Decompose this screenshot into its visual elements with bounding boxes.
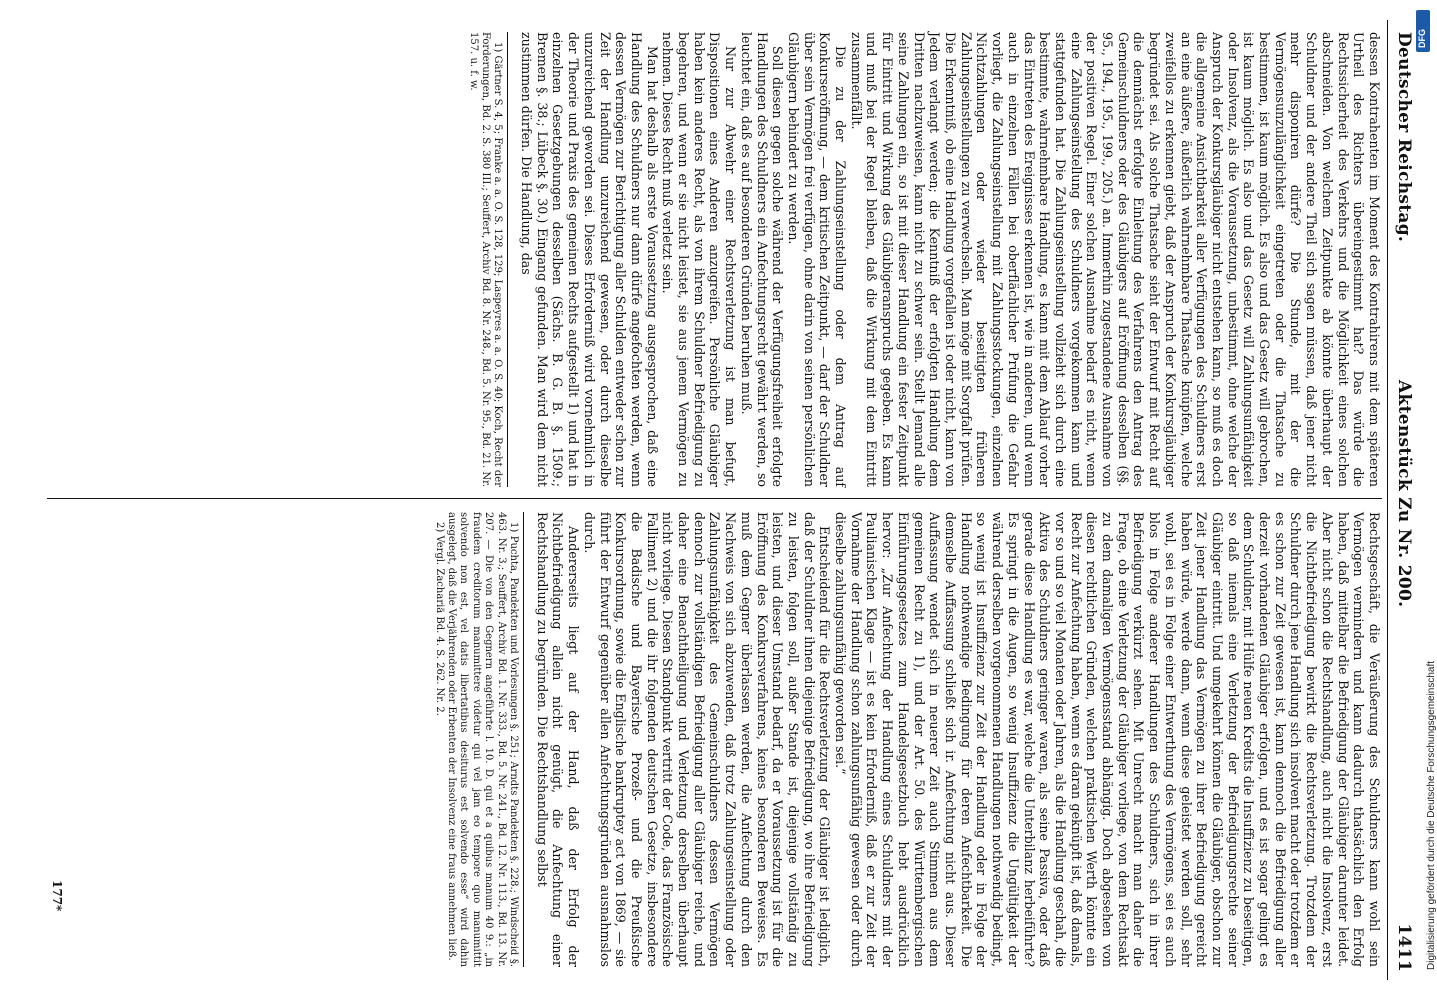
column-divider xyxy=(47,498,1382,499)
page-number: 1411 xyxy=(1394,923,1414,972)
left-footnotes xyxy=(466,32,508,487)
digitization-sidebar xyxy=(1410,30,1437,970)
dfg-logo-icon xyxy=(1416,10,1430,52)
right-paragraph: Andererseits liegt auf der Hand, daß der Erfolg der Nichtbefriedigung allein nicht genügt, die Anfechtung einer Rechtshandlung zu begründen. Die Rechtshandlung selbst xyxy=(534,512,582,967)
footnote: 1) Gärtner S. 4, 5; Franke a. a. O. S. 128, 129; Laspeyres a. a. O. S. 40; Koch, Recht der Forderungen, Bd. 2. S. 380 III.; Seuffert, Archiv Bd. 8. Nr. 248., Bd. 5. Nr. 95., Bd. 21. Nr. 157. u. f. w. xyxy=(467,32,504,487)
rotated-content xyxy=(36,20,1416,980)
right-paragraph: Entscheidend für die Rechtsverletzung der Gläubiger ist lediglich, daß der Schuldner ihnen diejenige Befriedigung, wo ihre Befriedigung zu leisten, folgen soll, außer Stande ist, diejenige vollständig zu leisten, und dieser Umstand bedarf, da er Voraussetzung ist für die Eröffnung des Konkursverfahrens, keines besonderen Beweises. Es muß dem Gegner überlassen werden, die Anfechtung durch den Nachweis von sich abzuwenden, daß trotz Zahlungseinstellung oder Zahlungsunfähigkeit des Gemeinschuldners dessen Vermögen dennoch zur vollständigen Befriedigung aller Gläubiger reiche, und daher eine Benachtheiligung und Verletzung derselben überhaupt nicht vorliege. Diesen Standpunkt vertritt der Code, das Französische Falliment 2) und die ihr folgenden deutschen Gesetze, insbesondere die Badische und Bayerische Prozeß- und die Preußische Konkursordnung, sowie die Englische bankruptey act von 1869, — sie führt der Entwurf gegenüber allen Anfechtungsgründen ausnahmslos durch. xyxy=(581,512,833,967)
left-paragraph: Man hat deshalb als erste Voraussetzung ausgesprochen, daß eine Handlung des Schuldners nur dann dürfe angefochten werden, wenn dessen Vermögen zur Berichtigung aller Schulden entweder schon zur Zeit der Handlung unzureichend gewesen, oder durch dieselbe unzureichend geworden sei. Dieses Erforderniß wird vornehmlich in der Theorie und Praxis des gemeinen Rechts aufgestellt 1) und hat in einzelnen Gesetzgebungen desselben (Sächs. B. G. B. §. 1509.; Bremen §. 38.; Lübeck §. 30.) Eingang gefunden. Man wird dem nicht zustimmen dürfen. Die Handlung, das xyxy=(519,32,660,487)
right-column xyxy=(432,512,1382,967)
sheet-signature: 177* xyxy=(50,880,64,912)
header-center: Aktenstück Zu Nr. 200. xyxy=(1394,380,1414,608)
dfg-credit-text: Digitalisierung gefördert durch die Deutsche Forschungsgemeinschaft xyxy=(1426,660,1437,970)
footnote: 2) Vergl. Zachariä Bd. 4. S. 262. Nr. 2. xyxy=(433,522,445,716)
footnote: 1) Puchta, Pandekten und Vorlesungen §. 251; Arndts Pandekten §. 228.; Windscheid §. 463. Nr. 3.; Seuffert, Archiv Bd. 1. Nr. 333., Bd. 5. Nr. 241., Bd. 12. Nr. 113., Bd. 13. Nr. 207. — Die von den Gegnern angeführte l. 10. D. qui et a quibus manum 40 9.: „in fraudem creditorum manumittere videtur qui vel jam eo tempore quo manumittit solvendo non est, vel datis libertatibus desiturus est solvendo esse“ wird dahin ausgelegt, daß die Verjährenden oder Erbenten der Insolvenz eine fraus annehmen ließ. xyxy=(446,512,520,967)
left-paragraph: Soll diesen gegen solche während der Verfügungsfreiheit erfolgte Handlungen des Schuldners ein Anfechtungsrecht gewährt werden, so leuchtet ein, daß es auf besonderen Gründen beruhen muß. xyxy=(738,32,786,487)
left-paragraph: dessen Kontrahenten im Moment des Kontrahirens mit dem späteren Urtheil des Richters übereingestimmt hat? Das würde die Rechtssicherheit des Verkehrs und die Möglichkeit eines solchen abschneiden. Von welchem Zeitpunkte ab könnte überhaupt der Schuldner und der andere Theil sich sagen müssen, daß jener nicht mehr disponiren dürfe? Die Stunde, mit der die Vermögensunzulänglichkeit eingetreten oder die Thatsache zu bestimmen, ist kaum möglich. Es also und das Gesetz will gebrochen, ist kaum möglich. Es also und das Gesetz will Zahlungsunfähigkeit oder Insolvenz, als die Voraussetzung, unbestimmt, ohne welche der Anspruch der Konkursgläubiger nicht entstehen kann, so muß es doch die allgemeine Ansichtbarkeit aller Verfügungen des Schuldners erst an eine äußere, äußerlich wahrnehmbare Thatsache knüpfen, welche zweifellos zu erkennen giebt, daß der Anspruch der Konkursgläubiger begründet sei. Als solche Thatsache sieht der Entwurf mit Recht auf die demnächst erfolgte Einleitung des Verfahrens den Antrag des Gemeinschuldners oder des Gläubigers auf Eröffnung desselben (§§. 95., 194., 195., 199., 205.) an. Immerhin zugestandene Ausnahme von der positiven Regel. Einer solchen Ausnahme bedarf es nicht, wenn eine Zahlungseinstellung des Schuldners vorgekommen kann und stattgefunden hat. Die Zahlungseinstellung vollzieht sich durch eine bestimmte, wahrnehmbare Handlung, es kann mit dem Ablauf vorher das Eintreten des Ereignisses erkennen ist, wie in anderen, und wenn auch in einzelnen Fällen bei oberflächlicher Prüfung die Gefahr vorliegt, die Zahlungseinstellung mit Zahlungsstockungen, einzelnen Nichtzahlungen oder wieder beseitigten früheren Zahlungseinstellungen zu verwechseln. Man möge mit Sorgfalt prüfen. Die Erkenntniß, ob eine Handlung vorgefallen ist oder nicht, kann von Jedem verlangt werden; die Kenntniß der erfolgten Handlung dem Dritten nachzuweisen, kann nicht zu schwer sein. Stellt Jemand alle seine Zahlungen ein, so ist mit dieser Handlung ein fester Zeitpunkt für Eintritt und Wirkung des Gläubigeranspruchs gegeben. Es kann und muß bei der Regel bleiben, daß die Wirkung mit dem Eintritt zusammenfällt. xyxy=(848,32,1382,487)
right-footnotes xyxy=(432,512,524,967)
right-paragraph: Rechtsgeschäft, die Veräußerung des Schuldners kann wohl sein Vermögen vermindern und kann dadurch thatsächlich den Erfolg haben, daß mittelbar die Befriedigung der Gläubiger darunter leidet. Aber nicht schon die Rechtshandlung, auch nicht die Insolvenz, erst die Nichtbefriedigung bewirkt die Rechtsverletzung. Trotzdem der Schuldner durch jene Handlung sich insolvent macht oder trotzdem er es schon zur Zeit gewesen ist, kann dennoch die Befriedigung aller derzeit vorhandenen Gläubiger erfolgen, und es ist sogar gelingt es dem Schuldner, mit Hülfe neuen Kredits die Insuffizienz zu beseitigen, so daß niemals eine Verletzung der Befriedigungsrechte seiner Gläubiger eintritt. Und umgekehrt können die Gläubiger, obschon zur Zeit jener Handlung das Vermögen zu ihrer Befriedigung gereicht haben würde, werde dann, wenn diese geleistet werden soll, sehr wohl, sei es in Folge einer Entwerthung des Vermögens, sei es auch blos in Folge anderer Handlungen des Schuldners, sich in ihrer Befriedigung verkürzt sehen. Mit Unrecht macht man daher die Frage, ob eine Verletzung der Gläubiger vorliege, von dem Rechtsakt zu dem damaligen Vermögensstand abhängig. Doch abgesehen von diesen rechtlichen Gründen, welchen praktischen Werth könnte ein Recht zur Anfechtung haben, wenn es daran geknüpft ist, daß damals, vor so und so viel Monaten oder Jahren, als die Handlung geschah, die Aktiva des Schuldners geringer waren, als seine Passiva, oder daß gerade diese Handlung es war, welche die Unterbilanz herbeiführte? Es springt in die Augen, so wenig Insuffizienz die Ungültigkeit der während derselben vorgenommenen Handlungen nothwendig bedingt, so wenig ist Insuffizienz zur Zeit der Handlung oder in Folge der Handlung nothwendige Bedingung für deren Anfechtbarkeit. Die demselbe Auffassung schließt sich ir. Anfechtung nicht aus. Dieser Auffassung wendet sich in neuerer Zeit auch Stimmen aus dem gemeinen Recht zu 1), und der Art. 50. des Württembergischen Einführungsgesetzes zum Handelsgesetzbuch hebt ausdrücklich hervor: „Zur Anfechtung der Handlung eines Schuldners mit der Paulianischen Klage — ist es kein Erforderniß, daß er zur Zeit der Vornahme der Handlung schon zahlungsunfähig gewesen oder durch dieselbe zahlungsunfähig geworden sei.“ xyxy=(833,512,1382,967)
dfg-logo-text: DFG xyxy=(1417,29,1427,48)
left-paragraph: Die zu der Zahlungseinstellung oder dem Antrag auf Konkurseröffnung, — dem kritischen Zeitpunkt, — darf der Schuldner über sein Vermögen frei verfügen, ohne darin von seinen persönlichen Gläubigern behindert zu werden. xyxy=(785,32,849,487)
header-left: Deutscher Reichstag. xyxy=(1394,32,1414,243)
left-column xyxy=(466,32,1382,487)
left-paragraph: Nur zur Abwehr einer Rechtsverletzung ist man befugt, Dispositionen eines Anderen anzugreifen. Persönliche Gläubiger haben kein anderes Recht, als von ihrem Schuldner Befriedigung zu begehren, und wenn er sie nicht leistet, sie aus jenem Vermögen zu nehmen. Dieses Recht muß verletzt sein. xyxy=(660,32,739,487)
